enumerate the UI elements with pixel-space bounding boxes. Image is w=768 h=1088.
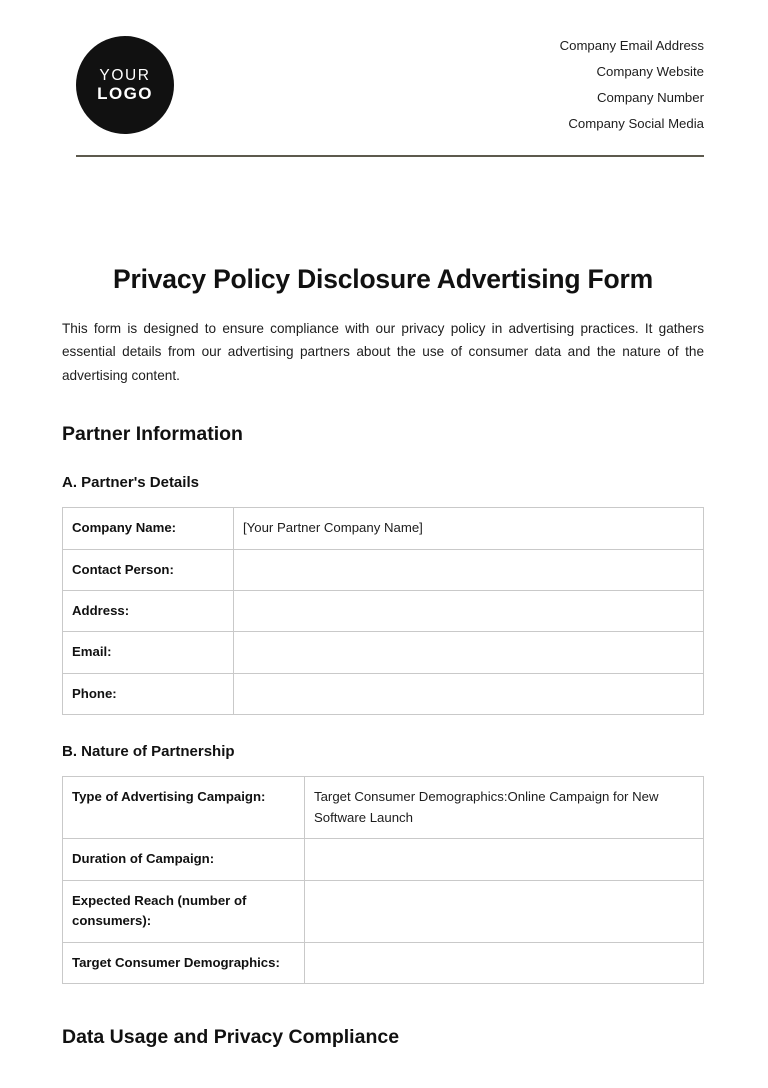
row-label: Email:	[63, 632, 234, 673]
document-header	[62, 0, 704, 162]
row-value[interactable]	[305, 942, 704, 983]
table-row	[63, 632, 704, 673]
table-row	[63, 942, 704, 983]
partner-details-table	[62, 507, 704, 715]
table-row	[63, 880, 704, 942]
row-value[interactable]: [Your Partner Company Name]	[234, 508, 704, 549]
section-partner-information: Partner Information	[62, 423, 243, 446]
row-value[interactable]	[234, 549, 704, 590]
page-title: Privacy Policy Disclosure Advertising Form	[113, 264, 653, 294]
logo-line-2: LOGO	[97, 84, 153, 104]
nature-of-partnership-table	[62, 776, 704, 984]
table-row	[63, 508, 704, 549]
row-label: Duration of Campaign:	[63, 839, 305, 880]
section-data-usage-and-privacy-compliance: Data Usage and Privacy Compliance	[62, 1026, 400, 1049]
row-value[interactable]	[234, 591, 704, 632]
table-row	[63, 673, 704, 714]
row-label: Target Consumer Demographics:	[63, 942, 305, 983]
row-value[interactable]	[305, 880, 704, 942]
page-content	[62, 0, 704, 1049]
row-label: Type of Advertising Campaign:	[63, 777, 305, 839]
subsection-nature-of-partnership: B. Nature of Partnership	[62, 743, 235, 761]
table-row	[63, 591, 704, 632]
row-label: Address:	[63, 591, 234, 632]
contact-social-media: Company Social Media	[568, 116, 704, 132]
logo-line-1: YOUR	[99, 66, 151, 84]
row-value[interactable]: Target Consumer Demographics:Online Campaign for New Software Launch	[305, 777, 704, 839]
row-label: Company Name:	[63, 508, 234, 549]
header-divider	[76, 155, 704, 157]
row-label: Expected Reach (number of consumers):	[63, 880, 305, 942]
row-value[interactable]	[234, 632, 704, 673]
table-row	[63, 549, 704, 590]
row-value[interactable]	[234, 673, 704, 714]
table-row	[63, 839, 704, 880]
row-label: Contact Person:	[63, 549, 234, 590]
intro-paragraph: This form is designed to ensure compliance with our privacy policy in advertising practices. It gathers essential details from our advertising partners about the use of consumer data and the nature of the advertising content.	[62, 321, 704, 383]
logo	[76, 36, 174, 134]
row-label: Phone:	[63, 673, 234, 714]
contact-number: Company Number	[596, 90, 704, 106]
contact-website: Company Website	[596, 64, 704, 80]
contact-email: Company Email Address	[559, 38, 704, 53]
table-row	[63, 777, 704, 839]
row-value[interactable]	[305, 839, 704, 880]
subsection-partners-details: A. Partner's Details	[62, 474, 199, 492]
company-contact-block	[560, 33, 704, 138]
